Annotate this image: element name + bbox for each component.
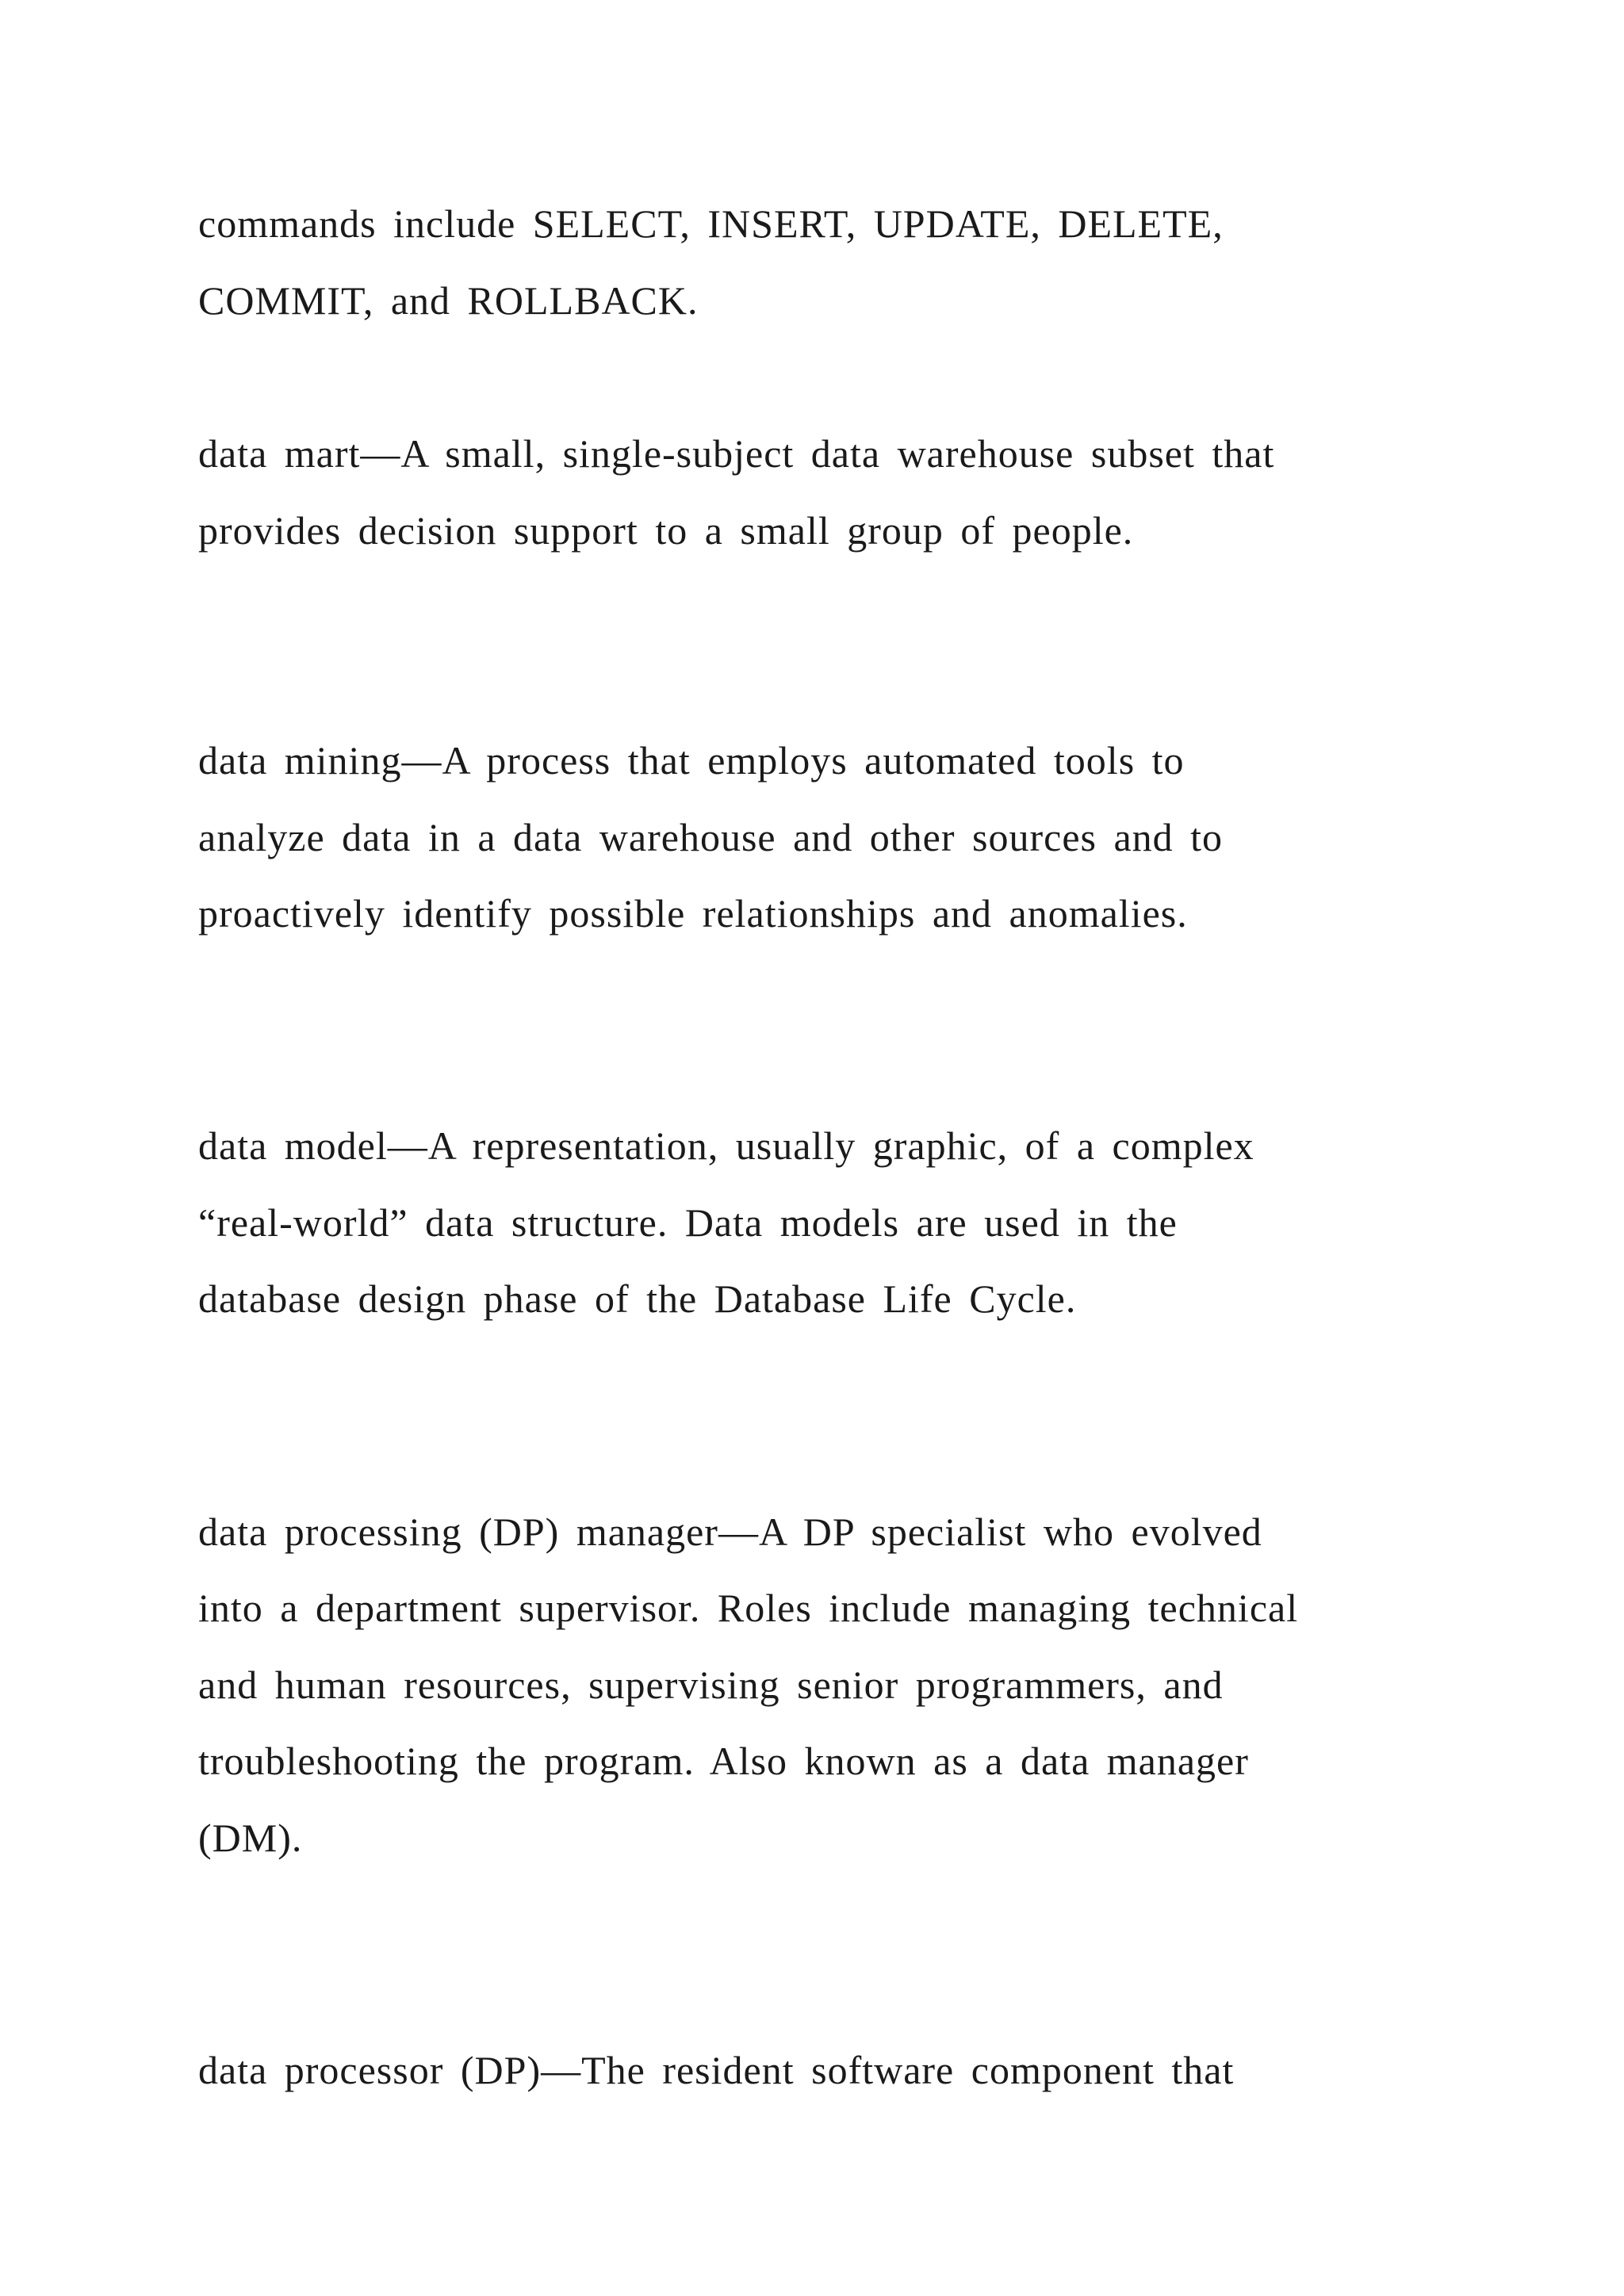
text-line: into a department supervisor. Roles include managing technical xyxy=(198,1586,1299,1630)
text-line: provides decision support to a small group of people. xyxy=(198,508,1134,553)
text-line: data mart—A small, single-subject data warehouse subset that xyxy=(198,431,1275,476)
text-line: data processor (DP)—The resident software component that xyxy=(198,2048,1235,2092)
text-line: data processing (DP) manager—A DP specialist who evolved xyxy=(198,1510,1262,1554)
text-line: (DM). xyxy=(198,1816,303,1860)
text-line: data mining—A process that employs automated tools to xyxy=(198,738,1185,783)
text-line: and human resources, supervising senior programmers, and xyxy=(198,1663,1224,1707)
text-line: data model—A representation, usually graphic, of a complex xyxy=(198,1123,1254,1168)
text-line: commands include SELECT, INSERT, UPDATE, DELETE, xyxy=(198,201,1224,246)
text-line: analyze data in a data warehouse and other sources and to xyxy=(198,815,1224,859)
text-line: database design phase of the Database Life Cycle. xyxy=(198,1276,1077,1321)
text-line: troubleshooting the program. Also known as a data manager xyxy=(198,1739,1249,1783)
text-line: “real-world” data structure. Data models are used in the xyxy=(198,1200,1178,1245)
text-line: proactively identify possible relationships and anomalies. xyxy=(198,891,1188,936)
text-line: COMMIT, and ROLLBACK. xyxy=(198,278,699,323)
